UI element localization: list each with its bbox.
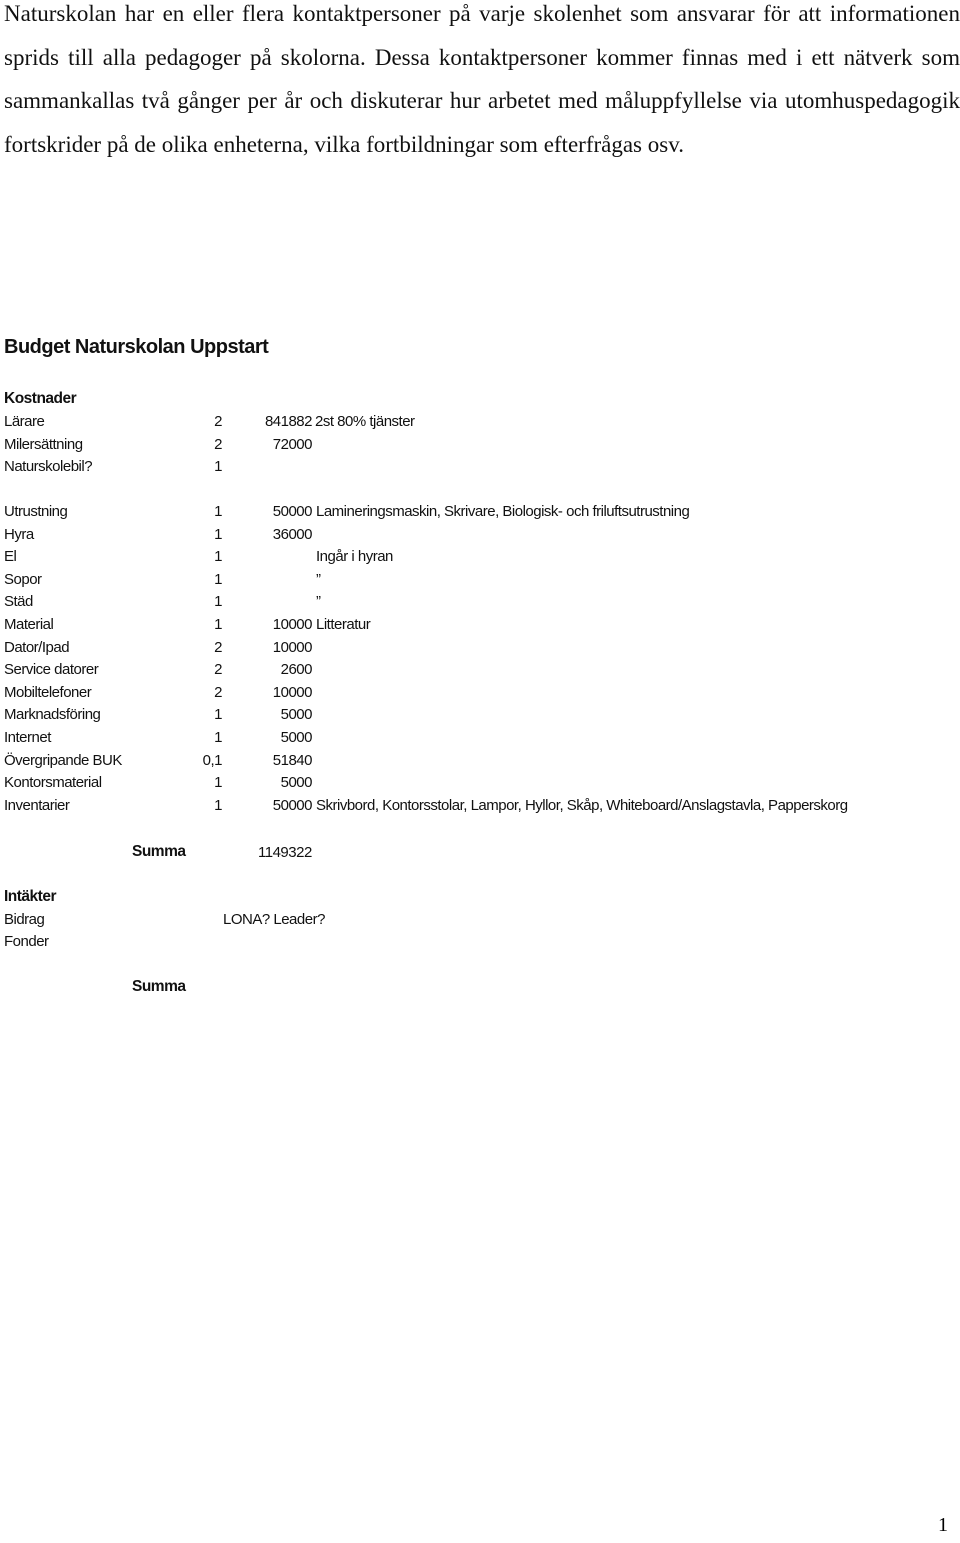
cost-sum-value: 1149322: [258, 844, 312, 861]
row-amount: 5000: [280, 706, 312, 724]
table-row: [0, 706, 960, 726]
row-amount: 50000: [272, 503, 312, 520]
row-quantity: 1: [214, 706, 222, 724]
row-amount: 841882: [264, 413, 312, 430]
row-quantity: 1: [214, 616, 222, 633]
row-quantity: 1: [214, 774, 222, 792]
row-quantity: 1: [214, 548, 222, 566]
income-sum-label: Summa: [132, 978, 186, 995]
row-quantity: 0,1: [202, 751, 222, 769]
row-quantity: 1: [214, 729, 222, 746]
row-quantity: 2: [214, 683, 222, 701]
income-row: [0, 933, 960, 953]
row-note: Ingår i hyran: [316, 548, 393, 566]
table-row: [0, 458, 960, 478]
row-amount: 10000: [272, 638, 312, 656]
row-name: Städ: [4, 593, 33, 611]
table-row: [0, 616, 960, 636]
row-name: Naturskolebil?: [4, 458, 93, 476]
row-quantity: 1: [214, 570, 222, 588]
table-row: [0, 729, 960, 749]
row-quantity: 2: [214, 435, 222, 453]
row-name: Service datorer: [4, 661, 99, 679]
table-row: [0, 571, 960, 591]
row-name: Övergripande BUK: [4, 751, 122, 769]
row-quantity: 1: [214, 458, 222, 476]
row-name: Inventarier: [4, 796, 70, 814]
row-name: Mobiltelefoner: [4, 683, 92, 701]
row-quantity: 1: [214, 593, 222, 611]
row-name: Milersättning: [4, 435, 83, 453]
row-quantity: 2: [214, 638, 222, 656]
costs-heading: Kostnader: [4, 390, 77, 407]
table-row: [0, 413, 960, 433]
row-amount: 10000: [272, 616, 312, 633]
table-row: [0, 774, 960, 794]
table-row: [0, 526, 960, 546]
row-amount: 5000: [280, 774, 312, 792]
row-name: Internet: [4, 729, 51, 746]
budget-title: Budget Naturskolan Uppstart: [4, 336, 269, 358]
income-note: LONA? Leader?: [223, 911, 325, 928]
row-amount: 50000: [272, 796, 312, 814]
row-amount: 10000: [272, 683, 312, 701]
income-heading: Intäkter: [4, 888, 56, 905]
table-row: [0, 661, 960, 681]
table-row: [0, 503, 960, 523]
table-row: [0, 684, 960, 704]
row-quantity: 1: [214, 525, 222, 543]
row-name: Material: [4, 616, 54, 633]
row-name: Utrustning: [4, 503, 68, 520]
row-quantity: 1: [214, 503, 222, 520]
income-name: Bidrag: [4, 911, 45, 928]
row-quantity: 2: [214, 661, 222, 679]
row-note: 2st 80% tjänster: [315, 413, 415, 430]
row-quantity: 2: [214, 413, 222, 430]
table-row: [0, 797, 960, 817]
row-name: Lärare: [4, 413, 45, 430]
row-note: ”: [316, 593, 321, 611]
row-amount: 5000: [280, 729, 312, 746]
row-note: Skrivbord, Kontorsstolar, Lampor, Hyllor, Skåp, Whiteboard/Anslagstavla, Papperskorg: [316, 796, 848, 814]
row-amount: 2600: [280, 661, 312, 679]
intro-paragraph: Naturskolan har en eller flera kontaktpersoner på varje skolenhet som ansvarar för att informationen sprids till alla pedagoger på skolorna. Dessa kontaktpersoner kommer finnas med i ett nätverk som sammankallas två gånger per år och diskuterar hur arbetet med måluppfyllelse via utomhuspedagogik fortskrider på de olika enheterna, vilka fortbildningar som efterfrågas osv.: [4, 1, 960, 158]
income-name: Fonder: [4, 933, 49, 950]
row-note: Lamineringsmaskin, Skrivare, Biologisk- och friluftsutrustning: [316, 503, 690, 520]
table-row: [0, 548, 960, 568]
cost-sum-label: Summa: [132, 843, 186, 860]
row-amount: 72000: [272, 435, 312, 453]
row-amount: 51840: [272, 751, 312, 769]
row-name: Sopor: [4, 570, 42, 588]
row-name: El: [4, 548, 17, 566]
row-note: Litteratur: [316, 616, 371, 633]
row-name: Dator/Ipad: [4, 638, 70, 656]
table-row: [0, 752, 960, 772]
table-row: [0, 639, 960, 659]
table-row: [0, 593, 960, 613]
page-number: 1: [938, 1514, 948, 1536]
row-quantity: 1: [214, 796, 222, 814]
row-name: Hyra: [4, 525, 34, 543]
income-row: [0, 911, 960, 931]
row-amount: 36000: [272, 525, 312, 543]
table-row: [0, 436, 960, 456]
row-note: ”: [316, 570, 321, 588]
row-name: Kontorsmaterial: [4, 774, 102, 792]
row-name: Marknadsföring: [4, 706, 101, 724]
